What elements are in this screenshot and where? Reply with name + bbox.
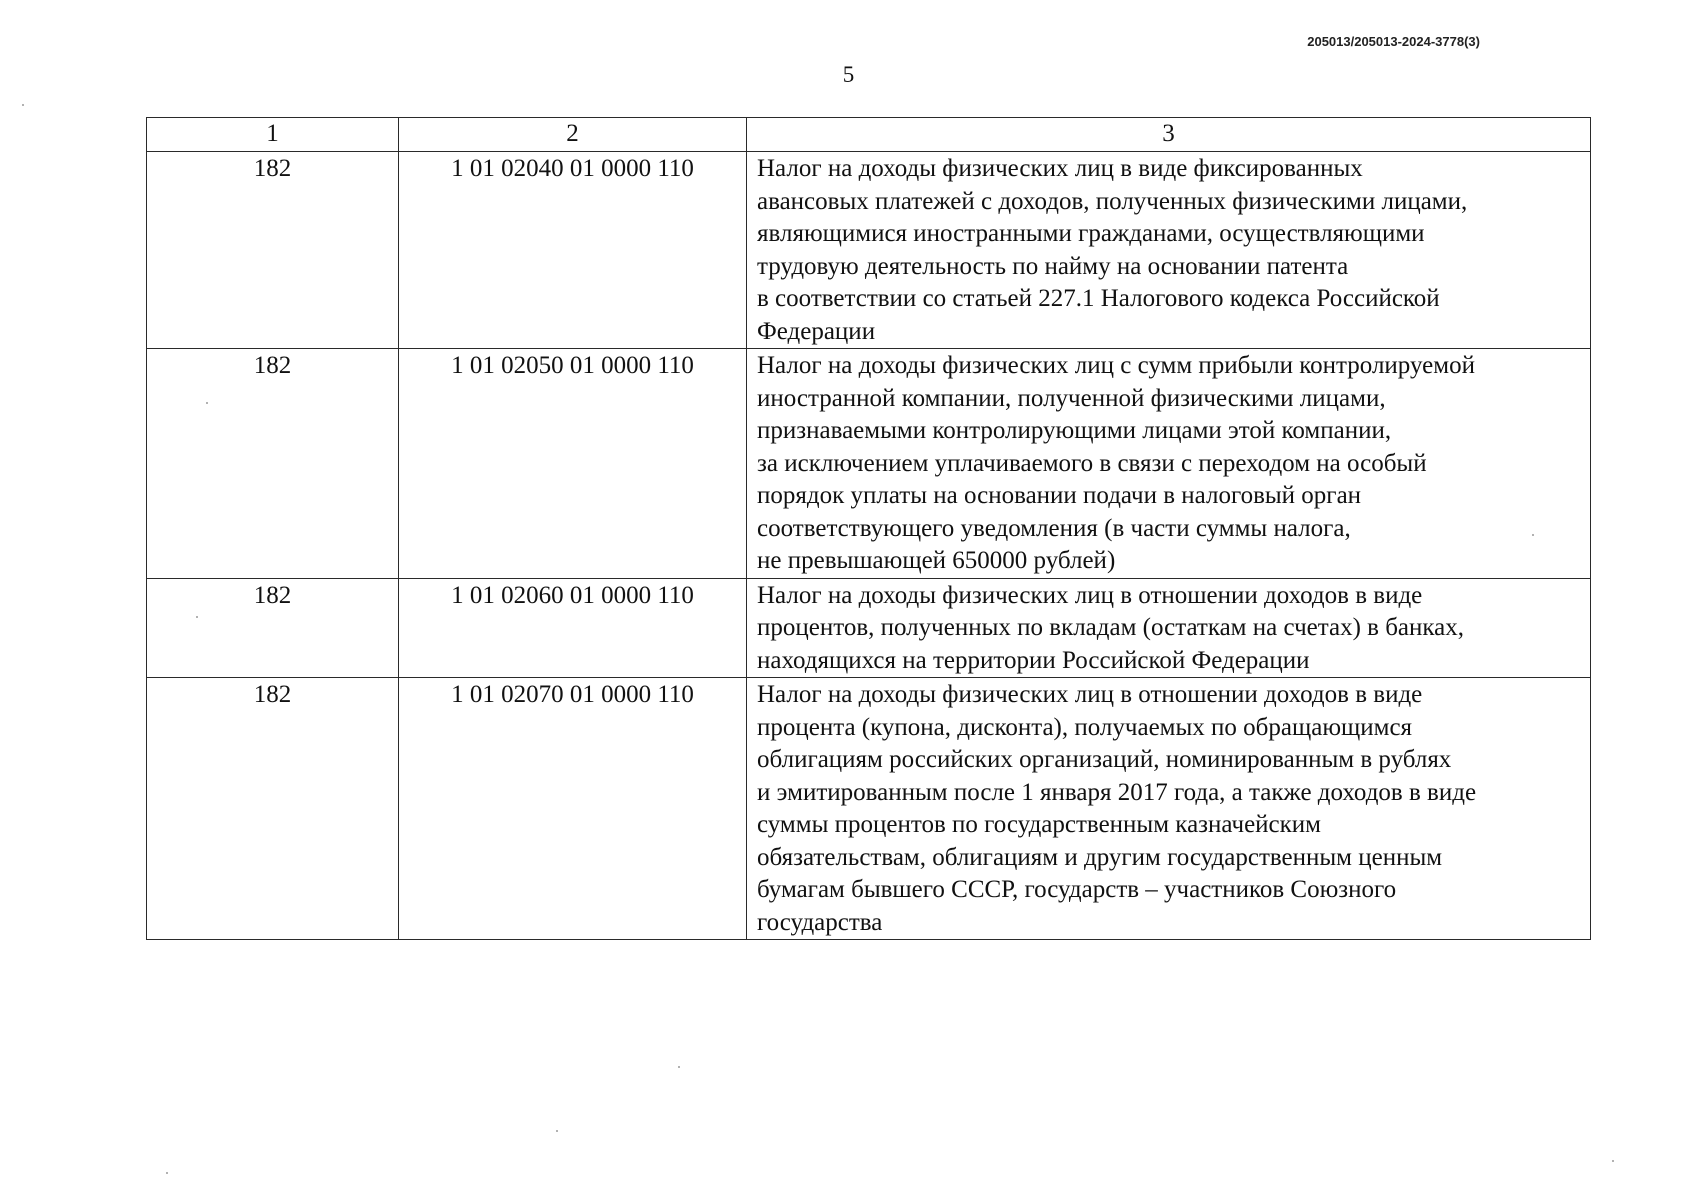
- description-line: процента (купона, дисконта), получаемых по обращающимся: [757, 713, 1413, 741]
- table-row: [147, 678, 1591, 940]
- kbk-code-cell: 1 01 02070 01 0000 110: [399, 678, 747, 940]
- scan-speck: [678, 1066, 680, 1068]
- admin-code-cell: 182: [147, 152, 399, 349]
- page-number: 5: [842, 62, 855, 87]
- table-row: [147, 578, 1591, 678]
- admin-code-cell: 182: [147, 678, 399, 940]
- admin-code-cell: 182: [147, 578, 399, 678]
- admin-code-cell: 182: [147, 349, 399, 579]
- description-line: обязательствам, облигациям и другим государственным ценным: [757, 843, 1443, 871]
- scan-speck: [22, 104, 24, 106]
- description-line: суммы процентов по государственным казначейским: [757, 811, 1322, 838]
- description-line: авансовых платежей с доходов, полученных физическими лицами,: [757, 187, 1468, 215]
- description-line: Налог на доходы физических лиц с сумм прибыли контролируемой: [757, 352, 1475, 379]
- description-line: трудовую деятельность по найму на основании патента: [757, 252, 1349, 280]
- table-row: [147, 152, 1591, 349]
- description-line: процентов, полученных по вкладам (остаткам на счетах) в банках,: [757, 614, 1465, 641]
- description-cell: [747, 678, 1591, 940]
- budget-classification-table: [146, 117, 1591, 940]
- description-cell: [747, 578, 1591, 678]
- table-row: [147, 349, 1591, 579]
- description-line: государства: [757, 908, 883, 936]
- scan-speck: [206, 402, 208, 404]
- description-line: иностранной компании, полученной физическими лицами,: [757, 384, 1386, 412]
- kbk-code-cell: 1 01 02060 01 0000 110: [399, 578, 747, 678]
- description-line: за исключением уплачиваемого в связи с переходом на особый: [757, 449, 1427, 477]
- description-line: Налог на доходы физических лиц в виде фиксированных: [757, 155, 1363, 182]
- scan-speck: [556, 1130, 558, 1132]
- column-header-2: 2: [399, 118, 747, 152]
- table-header-row: [147, 118, 1591, 152]
- description-line: соответствующего уведомления (в части суммы налога,: [757, 514, 1351, 542]
- description-line: Федерации: [757, 317, 876, 345]
- column-header-1: 1: [147, 118, 399, 152]
- description-line: бумагам бывшего СССР, государств – участников Союзного: [757, 876, 1397, 903]
- description-line: порядок уплаты на основании подачи в налоговый орган: [757, 482, 1362, 509]
- description-line: Налог на доходы физических лиц в отношении доходов в виде: [757, 581, 1423, 609]
- description-line: облигациям российских организаций, номинированным в рублях: [757, 746, 1452, 773]
- column-header-3: 3: [747, 118, 1591, 152]
- scan-speck: [166, 1172, 168, 1174]
- kbk-code-cell: 1 01 02050 01 0000 110: [399, 349, 747, 579]
- scan-speck: [1612, 1160, 1614, 1162]
- kbk-code-cell: 1 01 02040 01 0000 110: [399, 152, 747, 349]
- description-line: Налог на доходы физических лиц в отношении доходов в виде: [757, 681, 1423, 708]
- description-cell: [747, 349, 1591, 579]
- document-registration-number: 205013/205013-2024-3778(3): [1307, 34, 1480, 49]
- description-line: признаваемыми контролирующими лицами этой компании,: [757, 417, 1392, 444]
- description-cell: [747, 152, 1591, 349]
- description-line: находящихся на территории Российской Федерации: [757, 646, 1310, 674]
- scan-speck: [1532, 534, 1534, 536]
- description-line: являющимися иностранными гражданами, осуществляющими: [757, 220, 1425, 247]
- description-line: и эмитированным после 1 января 2017 года, а также доходов в виде: [757, 778, 1477, 806]
- description-line: в соответствии со статьей 227.1 Налогового кодекса Российской: [757, 285, 1440, 312]
- description-line: не превышающей 650000 рублей): [757, 547, 1116, 574]
- scan-speck: [196, 616, 198, 618]
